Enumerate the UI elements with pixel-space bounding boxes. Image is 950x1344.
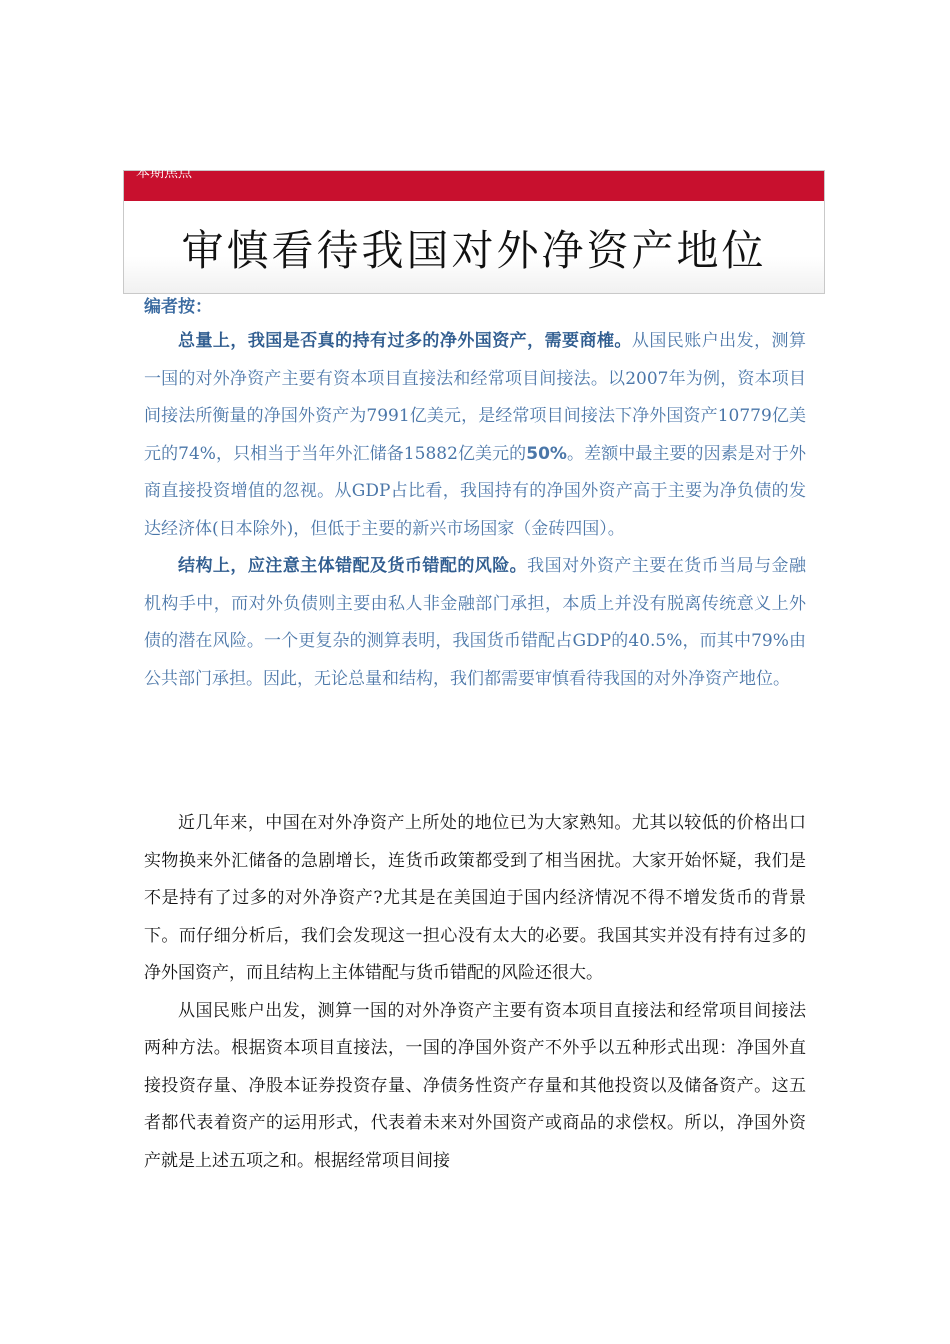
editor-note-text-1a: 从国民账户出发，测算一国的对外净资产主要有资本项目直接法和经常项目间接法。以2007年为例，资本项目间接法所衡量的净国外资产为7991亿美元，是经常项目间接法下净外国资产10779亿美元的74%，只相当于当年外汇储备15882亿美元的 bbox=[144, 331, 807, 464]
section-tag: 本期焦点 bbox=[136, 165, 192, 181]
editor-note-label: 编者按： bbox=[144, 297, 212, 317]
headline-box bbox=[123, 170, 825, 294]
body-paragraph-1: 近几年来，中国在对外净资产上所处的地位已为大家熟知。尤其以较低的价格出口实物换来外汇储备的急剧增长，连货币政策都受到了相当困扰。大家开始怀疑，我们是不是持有了过多的对外净资产?尤其是在美国迫于国内经济情况不得不增发货币的背景下。而仔细分析后，我们会发现这一担心没有太大的必要。我国其实并没有持有过多的净外国资产，而且结构上主体错配与货币错配的风险还很大。 bbox=[144, 813, 806, 983]
body-paragraph-2: 从国民账户出发，测算一国的对外净资产主要有资本项目直接法和经常项目间接法两种方法。根据资本项目直接法，一国的净国外资产不外乎以五种形式出现：净国外直接投资存量、净股本证券投资存量、净债务性资产存量和其他投资以及储备资产。这五者都代表着资产的运用形式，代表着未来对外国资产或商品的求偿权。所以，净国外资产就是上述五项之和。根据经常项目间接 bbox=[144, 1000, 806, 1171]
editor-note-paragraph-1 bbox=[144, 323, 806, 548]
editor-note-text-1b: 。差额中最主要的因素是对于外商直接投资增值的忽视。从GDP占比看，我国持有的净国外资产高于主要为净负债的发达经济体(日本除外)，但低于主要的新兴市场国家（金砖四国）。 bbox=[144, 443, 806, 539]
editor-note-emphasis: 50% bbox=[526, 443, 567, 464]
section-banner bbox=[124, 171, 824, 201]
page-title: 审慎看待我国对外净资产地位 bbox=[181, 226, 767, 275]
editor-note-paragraph-2 bbox=[144, 548, 806, 698]
editor-note-text-2: 我国对外资产主要在货币当局与金融机构手中，而对外负债则主要由私人非金融部门承担，本质上并没有脱离传统意义上外债的潜在风险。一个更复杂的测算表明，我国货币错配占GDP的40.5%，而其中79%由公共部门承担。因此，无论总量和结构，我们都需要审慎看待我国的对外净资产地位。 bbox=[144, 556, 807, 689]
editor-note-lead-1: 总量上，我国是否真的持有过多的净外国资产，需要商榷。 bbox=[178, 331, 632, 351]
editor-note bbox=[144, 323, 806, 698]
editor-note-lead-2: 结构上，应注意主体错配及货币错配的风险。 bbox=[178, 556, 528, 576]
article-body bbox=[144, 805, 806, 1180]
